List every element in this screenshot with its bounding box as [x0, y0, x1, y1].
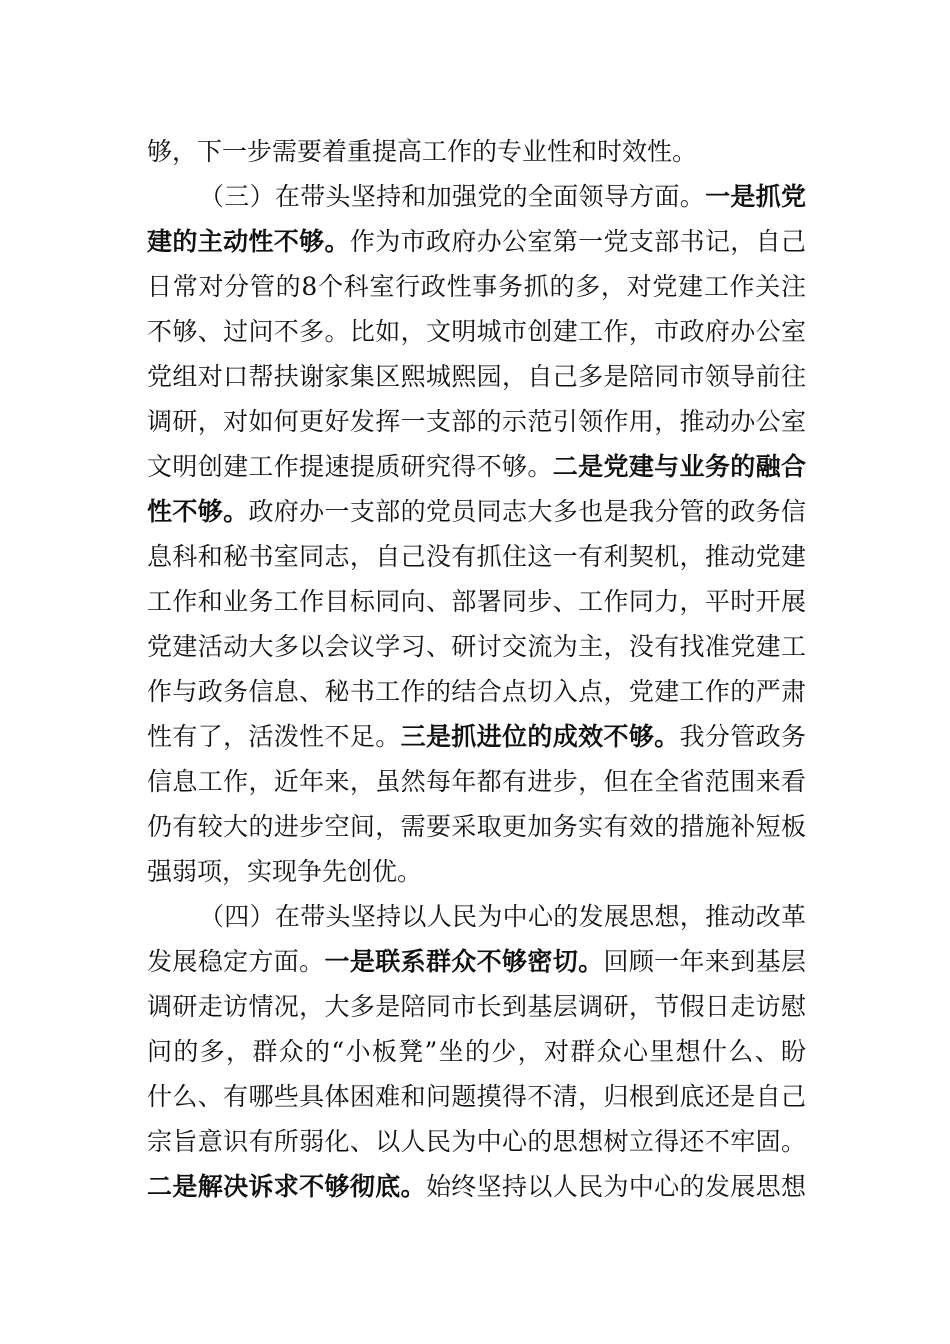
- bold-heading-text: 二是解决诉求不够彻底。: [147, 1172, 426, 1201]
- body-text-segment: 党组对口帮扶谢家集区熙城熙园，自己多是陪同市领导前往: [147, 362, 806, 391]
- body-text-segment: 作与政务信息、秘书工作的结合点切入点，党建工作的严肃: [147, 677, 806, 706]
- body-text-segment: 调研走访情况，大多是陪同市长到基层调研，节假日走访慰: [147, 992, 806, 1021]
- text-line: [147, 579, 806, 624]
- text-line: [147, 849, 806, 894]
- text-line: [147, 1029, 806, 1074]
- text-line: [147, 309, 806, 354]
- text-line: [147, 984, 806, 1029]
- bold-heading-text: 一是抓党: [705, 182, 806, 211]
- text-line: [147, 1074, 806, 1119]
- body-text-segment: 信息工作，近年来，虽然每年都有进步，但在全省范围来看: [147, 767, 806, 796]
- text-line: [147, 1164, 806, 1209]
- text-line: [147, 264, 806, 309]
- bold-heading-text: 三是抓进位的成效不够。: [400, 722, 680, 751]
- text-line: [147, 894, 806, 939]
- text-line: [147, 534, 806, 579]
- body-text-segment: （三）在带头坚持和加强党的全面领导方面。: [199, 182, 706, 211]
- body-text-segment: 日常对分管的8个科室行政性事务抓的多，对党建工作关注: [147, 272, 806, 301]
- text-line: [147, 669, 806, 714]
- bold-heading-text: 一是联系群众不够密切。: [324, 947, 604, 976]
- body-text-segment: 什么、有哪些具体困难和问题摸得不清，归根到底还是自己: [147, 1082, 806, 1111]
- bold-heading-text: 二是党建与业务的融合: [552, 452, 806, 481]
- text-line: [147, 759, 806, 804]
- bold-heading-text: 建的主动性不够。: [147, 227, 350, 256]
- body-text-segment: 问的多，群众的“小板凳”坐的少，对群众心里想什么、盼: [147, 1037, 806, 1066]
- text-line: [147, 174, 806, 219]
- text-line: [147, 444, 806, 489]
- body-text-segment: 息科和秘书室同志，自己没有抓住这一有利契机，推动党建: [147, 542, 806, 571]
- text-line: [147, 714, 806, 759]
- text-line: [147, 354, 806, 399]
- body-text-segment: 仍有较大的进步空间，需要采取更加务实有效的措施补短板: [147, 812, 806, 841]
- body-text-segment: 宗旨意识有所弱化、以人民为中心的思想树立得还不牢固。: [147, 1127, 806, 1156]
- text-line: [147, 399, 806, 444]
- body-text-segment: 政府办一支部的党员同志大多也是我分管的政务信: [248, 497, 806, 526]
- text-line: [147, 1119, 806, 1164]
- body-text-segment: 发展稳定方面。: [147, 947, 325, 976]
- body-text-segment: （四）在带头坚持以人民为中心的发展思想，推动改革: [199, 902, 806, 931]
- body-text-segment: 我分管政务: [679, 722, 806, 751]
- text-line: [147, 129, 806, 174]
- text-line: [147, 489, 806, 534]
- body-text-segment: 始终坚持以人民为中心的发展思想: [425, 1172, 806, 1201]
- body-text-segment: 性有了，活泼性不足。: [147, 722, 401, 751]
- body-text-segment: 作为市政府办公室第一党支部书记，自己: [349, 227, 806, 256]
- text-line: [147, 219, 806, 264]
- bold-heading-text: 性不够。: [147, 497, 249, 526]
- body-text-segment: 够，下一步需要着重提高工作的专业性和时效性。: [147, 137, 698, 166]
- body-text-segment: 文明创建工作提速提质研究得不够。: [147, 452, 553, 481]
- body-text-segment: 强弱项，实现争先创优。: [147, 857, 423, 886]
- body-text-segment: 调研，对如何更好发挥一支部的示范引领作用，推动办公室: [147, 407, 806, 436]
- body-text-segment: 工作和业务工作目标同向、部署同步、工作同力，平时开展: [147, 587, 806, 616]
- body-text-segment: 党建活动大多以会议学习、研讨交流为主，没有找准党建工: [147, 632, 806, 661]
- text-line: [147, 624, 806, 669]
- body-text-segment: 不够、过问不多。比如，文明城市创建工作，市政府办公室: [147, 317, 806, 346]
- text-line: [147, 804, 806, 849]
- body-text-segment: 回顾一年来到基层: [603, 947, 806, 976]
- body-text: [147, 129, 806, 1209]
- text-line: [147, 939, 806, 984]
